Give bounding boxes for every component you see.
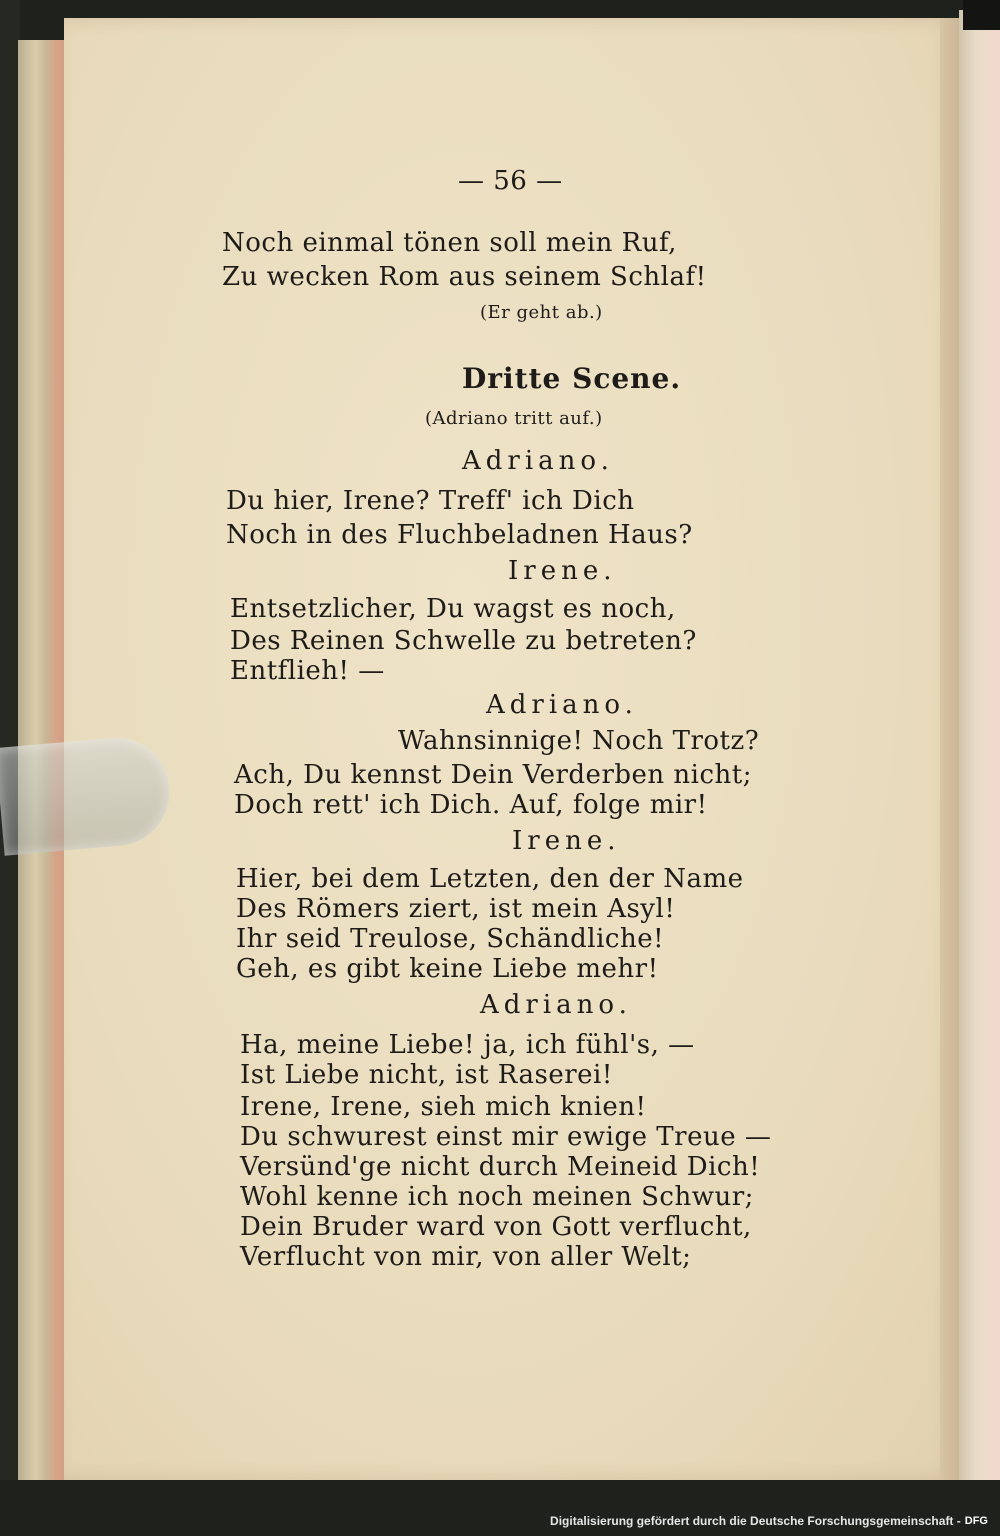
speaker-name: Irene. bbox=[508, 556, 617, 586]
stage-direction: (Er geht ab.) bbox=[480, 302, 603, 323]
verse-line: Dein Bruder ward von Gott verflucht, bbox=[240, 1212, 752, 1242]
verse-line: Entsetzlicher, Du wagst es noch, bbox=[230, 594, 676, 624]
verse-line: Ihr seid Treulose, Schändliche! bbox=[236, 924, 665, 954]
verse-line: Ach, Du kennst Dein Verderben nicht; bbox=[234, 760, 752, 790]
credit-text: Digitalisierung gefördert durch die Deutsche Forschungsgemeinschaft - bbox=[550, 1514, 961, 1528]
verse-line: Noch einmal tönen soll mein Ruf, bbox=[222, 228, 677, 258]
verse-line: Zu wecken Rom aus seinem Schlaf! bbox=[222, 262, 707, 292]
verse-line: Du schwurest einst mir ewige Treue — bbox=[240, 1122, 772, 1152]
verse-line: Des Römers ziert, ist mein Asyl! bbox=[236, 894, 676, 924]
verse-line: Des Reinen Schwelle zu betreten? bbox=[230, 626, 697, 656]
verse-line: Du hier, Irene? Treff' ich Dich bbox=[226, 486, 635, 516]
stage-direction: (Adriano tritt auf.) bbox=[425, 408, 603, 429]
dfg-logo: DFG bbox=[964, 1515, 988, 1527]
page-number: — 56 — bbox=[458, 166, 563, 196]
digitization-credit bbox=[550, 1514, 988, 1528]
verse-line: Hier, bei dem Letzten, den der Name bbox=[236, 864, 744, 894]
verse-line: Ist Liebe nicht, ist Raserei! bbox=[240, 1060, 613, 1090]
speaker-name: Adriano. bbox=[480, 990, 632, 1020]
verse-line: Geh, es gibt keine Liebe mehr! bbox=[236, 954, 659, 984]
facing-page-edge bbox=[959, 10, 1000, 1480]
speaker-name: Irene. bbox=[512, 826, 621, 856]
verse-line: Versünd'ge nicht durch Meineid Dich! bbox=[240, 1152, 761, 1182]
scene-title: Dritte Scene. bbox=[462, 362, 682, 395]
dark-corner bbox=[963, 0, 1000, 30]
verse-line: Noch in des Fluchbeladnen Haus? bbox=[226, 520, 693, 550]
verse-line: Wohl kenne ich noch meinen Schwur; bbox=[240, 1182, 754, 1212]
verse-line: Ha, meine Liebe! ja, ich fühl's, — bbox=[240, 1030, 695, 1060]
verse-line: Irene, Irene, sieh mich knien! bbox=[240, 1092, 647, 1122]
verse-line: Verflucht von mir, von aller Welt; bbox=[240, 1242, 692, 1272]
speaker-name: Adriano. bbox=[486, 690, 638, 720]
verse-line: Entflieh! — bbox=[230, 656, 385, 686]
speaker-name: Adriano. bbox=[462, 446, 614, 476]
verse-line: Doch rett' ich Dich. Auf, folge mir! bbox=[234, 790, 708, 820]
verse-line: Wahnsinnige! Noch Trotz? bbox=[398, 726, 760, 756]
